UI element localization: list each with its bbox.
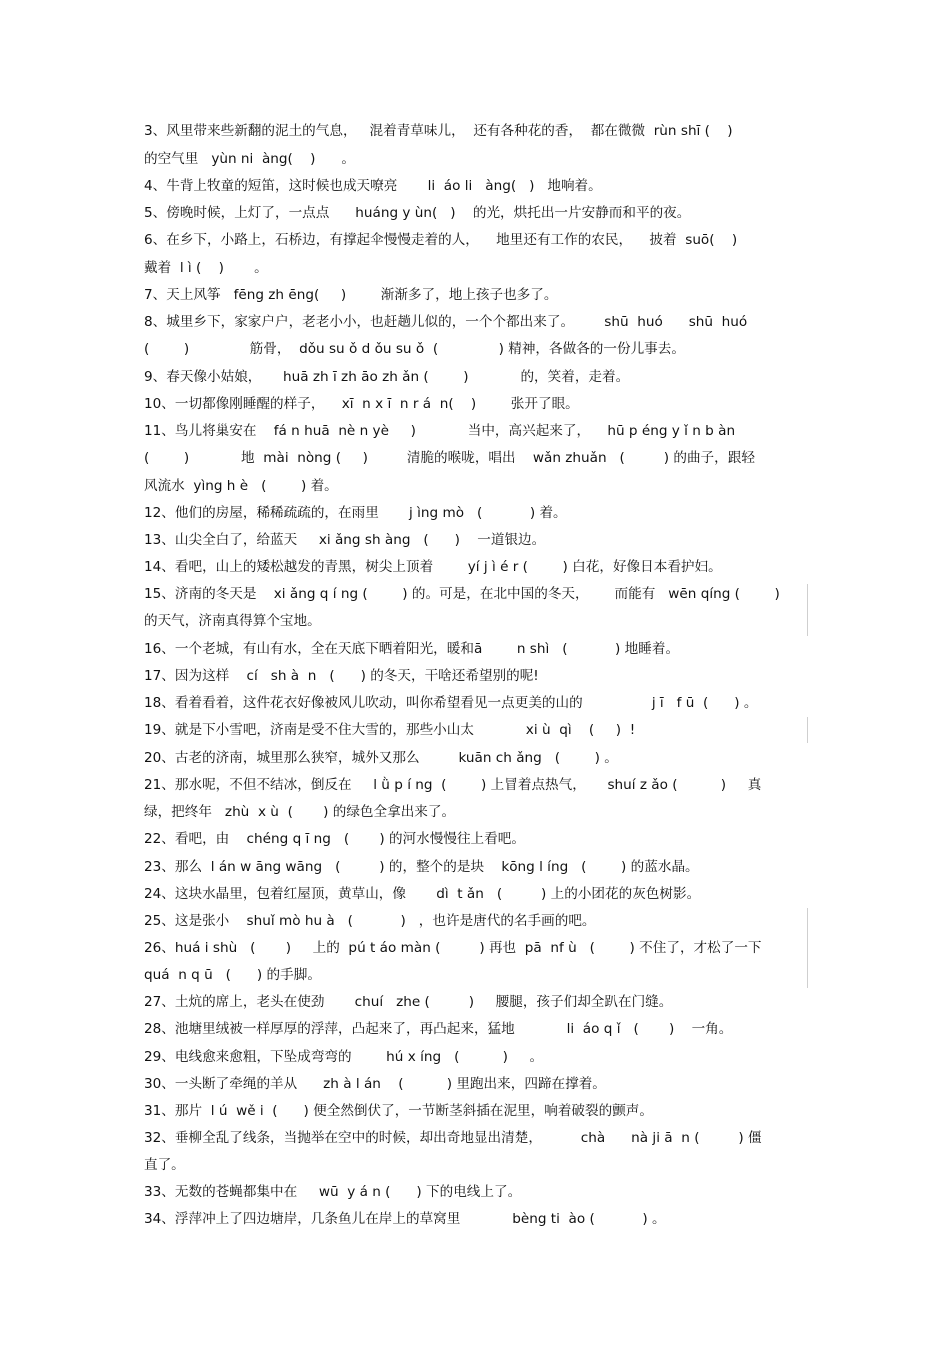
text-line: 绿，把终年 zhù x ù ( ) 的绿色全拿出来了。 bbox=[144, 804, 456, 820]
text-line: 4、牛背上牧童的短笛，这时候也成天嘹亮 li áo li àng( ) 地响着。 bbox=[144, 178, 602, 194]
text-line: 直了。 bbox=[144, 1157, 185, 1173]
text-line: ( ) 地 mài nòng ( ) 清脆的喉咙，唱出 wǎn zhuǎn ( ) 的曲子，跟轻 bbox=[144, 450, 755, 466]
text-line: 21、那水呢，不但不结冰，倒反在 l ǜ p í ng ( ) 上冒着点热气， shuí z ǎo ( ) 真 bbox=[144, 777, 762, 793]
text-line: 33、无数的苍蝇都集中在 wū y á n ( ) 下的电线上了。 bbox=[144, 1184, 522, 1200]
text-line: 28、池塘里绒被一样厚厚的浮萍，凸起来了，再凸起来，猛地 li áo q ǐ ( ) 一角。 bbox=[144, 1021, 733, 1037]
text-line: 5、傍晚时候，上灯了，一点点 huáng y ùn( ) 的光，烘托出一片安静而和平的夜。 bbox=[144, 205, 691, 221]
text-line: 31、那片 l ú wě i ( ) 便全然倒伏了，一节断茎斜插在泥里，响着破裂的颤声。 bbox=[144, 1103, 653, 1119]
text-line: 12、他们的房屋，稀稀疏疏的，在雨里 j ìng mò ( ) 着。 bbox=[144, 505, 567, 521]
text-line: 3、风里带来些新翻的泥土的气息， 混着青草味儿， 还有各种花的香， 都在微微 rùn shī ( ) bbox=[144, 123, 733, 139]
text-line: 23、那么 l án w āng wāng ( ) 的，整个的是块 kōng l íng ( ) 的蓝水晶。 bbox=[144, 859, 699, 875]
text-line: 34、浮萍冲上了四边塘岸，几条鱼儿在岸上的草窝里 bèng ti ào ( ) 。 bbox=[144, 1211, 666, 1227]
text-line: 风流水 yìng h è ( ) 着。 bbox=[144, 478, 338, 494]
text-line: 25、这是张小 shuǐ mò hu à ( ) ，也许是唐代的名手画的吧。 bbox=[144, 913, 596, 929]
text-line: 的天气，济南真得算个宝地。 bbox=[144, 613, 321, 629]
text-line: 10、一切都像刚睡醒的样子， xī n x ī n r á n( ) 张开了眼。 bbox=[144, 396, 579, 412]
text-line: 30、一头断了牵绳的羊从 zh à l án ( ) 里跑出来，四蹄在撑着。 bbox=[144, 1076, 606, 1092]
text-line: 14、看吧，山上的矮松越发的青黑，树尖上顶着 yí j ì é r ( ) 白花，好像日本看护妇。 bbox=[144, 559, 722, 575]
text-line: 29、电线愈来愈粗，下坠成弯弯的 hú x íng ( ) 。 bbox=[144, 1049, 544, 1065]
text-line: 的空气里 yùn ni àng( ) 。 bbox=[144, 151, 355, 167]
text-line: quá n q ū ( ) 的手脚。 bbox=[144, 967, 321, 983]
text-line: 6、在乡下，小路上，石桥边，有撑起伞慢慢走着的人， 地里还有工作的农民， 披着 suō( ) bbox=[144, 232, 738, 248]
text-line: 7、天上风筝 fēng zh ēng( ) 渐渐多了，地上孩子也多了。 bbox=[144, 287, 558, 303]
text-line: 24、这块水晶里，包着红屋顶，黄草山，像 dì t ǎn ( ) 上的小团花的灰色树影。 bbox=[144, 886, 701, 902]
text-line: 8、城里乡下，家家户户，老老小小，也赶趟儿似的，一个个都出来了。 shū huó shū huó bbox=[144, 314, 748, 330]
text-line: 22、看吧，由 chéng q ī ng ( ) 的河水慢慢往上看吧。 bbox=[144, 831, 525, 847]
text-line: 9、春天像小姑娘， huā zh ī zh āo zh ǎn ( ) 的，笑着，走着。 bbox=[144, 369, 630, 385]
text-line: 11、鸟儿将巢安在 fá n huā nè n yè ) 当中，高兴起来了， hū p éng y ǐ n b àn bbox=[144, 423, 736, 439]
text-line: 16、一个老城，有山有水，全在天底下晒着阳光，暖和ā n shì ( ) 地睡着。 bbox=[144, 641, 680, 657]
text-line: 32、垂柳全乱了线条，当抛举在空中的时候，却出奇地显出清楚， chà nà ji ā n ( ) 僵 bbox=[144, 1130, 762, 1146]
text-line: 13、山尖全白了，给蓝天 xi ǎng sh àng ( ) 一道银边。 bbox=[144, 532, 546, 548]
text-line: 戴着 l ì ( ) 。 bbox=[144, 260, 268, 276]
text-line: 26、huá i shù ( ) 上的 pú t áo màn ( ) 再也 pā nf ù ( ) 不住了，才松了一下 bbox=[144, 940, 762, 956]
text-line: 17、因为这样 cí sh à n ( ) 的冬天，干啥还希望别的呢! bbox=[144, 668, 539, 684]
text-line: 18、看着看着，这件花衣好像被风儿吹动，叫你希望看见一点更美的山的 j ī f ū ( ) 。 bbox=[144, 695, 758, 711]
text-line: ( ) 筋骨， dǒu su ǒ d ǒu su ǒ ( ) 精神，各做各的一份儿事去。 bbox=[144, 341, 685, 357]
text-line: 19、就是下小雪吧，济南是受不住大雪的，那些小山太 xi ù qì ( ) ! bbox=[144, 722, 636, 738]
text-line: 15、济南的冬天是 xi ǎng q í ng ( ) 的。可是，在北中国的冬天， 而能有 wēn qíng ( ) bbox=[144, 586, 780, 602]
text-line: 20、古老的济南，城里那么狭窄，城外又那么 kuān ch ǎng ( ) 。 bbox=[144, 750, 618, 766]
text-line: 27、土炕的席上，老头在使劲 chuí zhe ( ) 腰腿，孩子们却全趴在门缝。 bbox=[144, 994, 673, 1010]
